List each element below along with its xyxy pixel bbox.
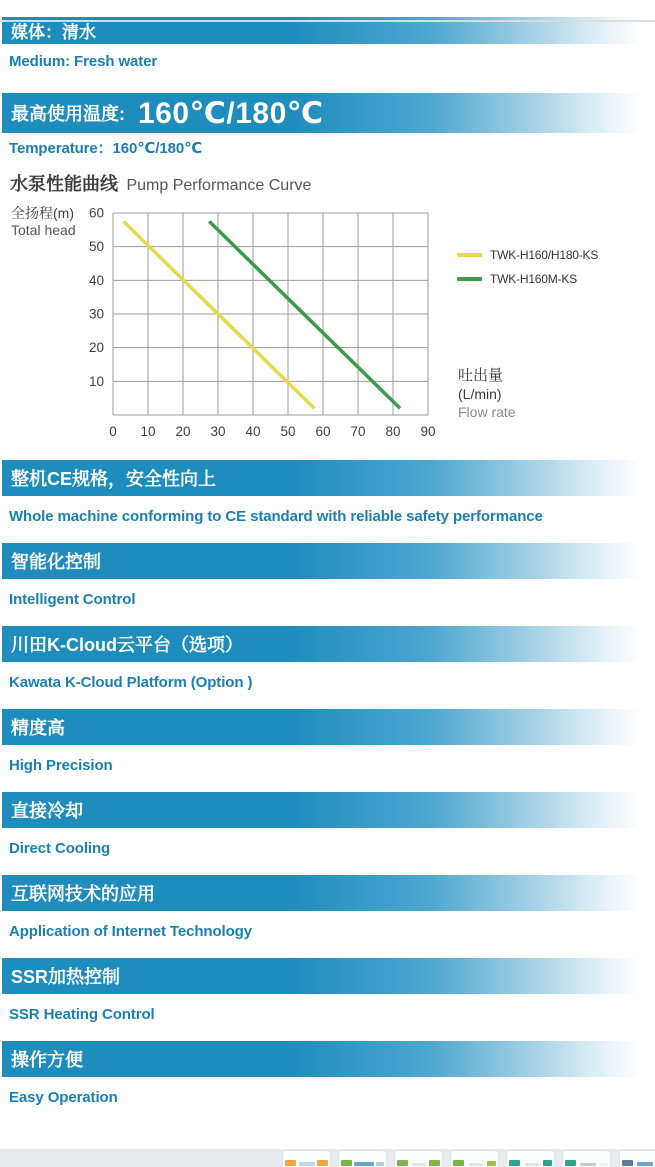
y-axis-label-zh: 全扬程(m) <box>11 205 74 221</box>
legend-item <box>457 243 598 267</box>
thumbnail-chip <box>299 1162 315 1166</box>
thumbnail-chip <box>487 1161 496 1166</box>
legend-label: TWK-H160M-KS <box>490 272 577 286</box>
section-subtitle: Kawata K-Cloud Platform (Option ) <box>9 674 253 691</box>
chart-title <box>10 170 655 192</box>
medium-subtitle: Medium: Fresh water <box>9 53 158 70</box>
x-axis-label-zh: 吐出量 <box>458 367 504 384</box>
section-header-bar <box>2 875 655 911</box>
page-thumbnail[interactable] <box>507 1151 554 1167</box>
thumbnail-chip <box>580 1163 596 1166</box>
legend-swatch-yellow <box>457 253 482 257</box>
section-header-text: 整机CE规格，安全性向上 <box>11 469 217 489</box>
thumbnail-chip <box>317 1160 328 1166</box>
page-thumbnail[interactable] <box>620 1151 655 1167</box>
thumbnail-chip <box>565 1160 576 1166</box>
section-header-text: 川田K-Cloud云平台（选项） <box>11 635 243 655</box>
page-thumbnail[interactable] <box>395 1151 442 1167</box>
thumbnail-chip <box>376 1162 384 1166</box>
section-high-precision <box>0 709 655 774</box>
section-header-bar <box>2 709 655 745</box>
section-direct-cooling <box>0 792 655 857</box>
section-header-text: 操作方便 <box>11 1050 83 1070</box>
svg-text:30: 30 <box>88 306 104 322</box>
thumbnail-chip <box>509 1160 520 1166</box>
section-subtitle: Intelligent Control <box>9 591 136 608</box>
section-header-bar <box>2 626 655 662</box>
x-axis-label-unit: (L/min) <box>458 386 502 402</box>
legend-swatch-green <box>457 277 482 281</box>
section-header-bar <box>2 792 655 828</box>
thumbnail-chip <box>525 1163 539 1166</box>
section-header-text: 互联网技术的应用 <box>11 884 155 904</box>
thumbnail-chip <box>453 1160 464 1166</box>
svg-text:50: 50 <box>280 424 296 439</box>
section-easy-operation <box>0 1041 655 1106</box>
temperature-subtitle: Temperature：160℃/180℃ <box>9 140 203 157</box>
section-header-text: 智能化控制 <box>11 552 101 572</box>
section-header-text: SSR加热控制 <box>11 967 121 987</box>
legend-item <box>457 267 598 291</box>
legend-label: TWK-H160/H180-KS <box>490 248 599 262</box>
section-header-text: 精度高 <box>11 718 65 738</box>
svg-text:70: 70 <box>350 424 366 439</box>
thumbnail-chip <box>622 1160 633 1166</box>
thumbnail-chip <box>543 1160 552 1166</box>
svg-text:40: 40 <box>245 424 261 439</box>
pump-performance-chart <box>0 205 655 455</box>
x-axis-label <box>458 367 516 421</box>
thumbnail-chip <box>412 1163 426 1166</box>
section-subtitle: High Precision <box>9 757 113 774</box>
page-thumbnail[interactable] <box>563 1151 610 1167</box>
section-internet-technology <box>0 875 655 940</box>
section-header-bar <box>2 543 655 579</box>
svg-text:10: 10 <box>88 373 104 389</box>
thumbnail-chip <box>637 1162 653 1166</box>
thumbnail-chip <box>397 1160 408 1166</box>
feature-section-list <box>0 460 655 1106</box>
svg-text:0: 0 <box>109 424 117 439</box>
svg-text:60: 60 <box>315 424 331 439</box>
svg-text:30: 30 <box>210 424 226 439</box>
page-thumbnail[interactable] <box>283 1151 330 1167</box>
section-subtitle: Easy Operation <box>9 1089 118 1106</box>
thumbnail-chip <box>600 1163 608 1166</box>
section-subtitle: Application of Internet Technology <box>9 923 252 940</box>
temperature-header-label: 最高使用温度: <box>11 104 125 124</box>
section-ce-standard <box>0 460 655 525</box>
svg-text:80: 80 <box>385 424 401 439</box>
section-subtitle: SSR Heating Control <box>9 1006 155 1023</box>
y-axis-label <box>11 205 76 239</box>
svg-text:20: 20 <box>88 340 104 356</box>
medium-header-text: 媒体：清水 <box>11 23 96 42</box>
section-header-bar <box>2 958 655 994</box>
x-axis-label-en: Flow rate <box>458 404 516 420</box>
top-divider <box>0 20 655 22</box>
thumbnail-chip <box>354 1162 374 1166</box>
thumbnail-chip <box>341 1160 352 1166</box>
section-subtitle: Direct Cooling <box>9 840 111 857</box>
svg-text:60: 60 <box>88 205 104 221</box>
svg-text:40: 40 <box>88 272 104 288</box>
y-axis-label-en: Total head <box>11 222 76 238</box>
thumbnail-chip <box>429 1160 440 1166</box>
temperature-value: 160℃/180℃ <box>138 96 324 130</box>
svg-text:10: 10 <box>140 424 156 439</box>
page-thumbnail[interactable] <box>339 1151 386 1167</box>
page-thumbnail[interactable] <box>451 1151 498 1167</box>
svg-text:50: 50 <box>88 239 104 255</box>
svg-text:20: 20 <box>175 424 191 439</box>
thumbnail-chip <box>469 1163 483 1166</box>
svg-text:90: 90 <box>420 424 436 439</box>
temperature-header-bar <box>2 93 655 133</box>
section-intelligent-control <box>0 543 655 608</box>
section-kcloud-platform <box>0 626 655 691</box>
chart-title-zh: 水泵性能曲线 <box>10 174 118 194</box>
section-header-text: 直接冷却 <box>11 801 83 821</box>
section-subtitle: Whole machine conforming to CE standard with reliable safety performance <box>9 508 543 525</box>
page-thumbnail-strip <box>0 1149 655 1167</box>
chart-legend <box>457 243 598 291</box>
section-header-bar <box>2 460 655 496</box>
section-header-bar <box>2 1041 655 1077</box>
thumbnail-chip <box>285 1160 296 1166</box>
section-ssr-heating <box>0 958 655 1023</box>
chart-title-en: Pump Performance Curve <box>126 177 312 194</box>
